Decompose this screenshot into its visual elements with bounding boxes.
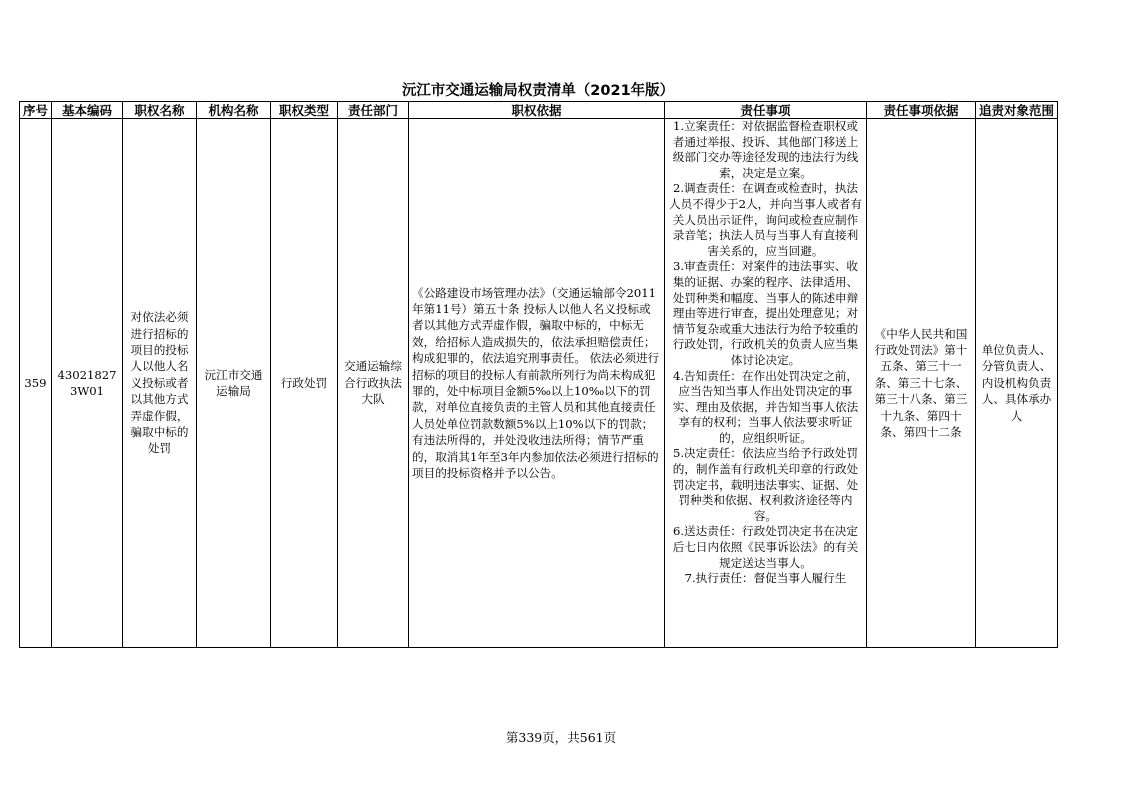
cell-duties — [665, 119, 867, 648]
cell-power-name: 对依法必须进行招标的项目的投标人以他人名义投标或者以其他方式弄虚作假，骗取中标的处罚 — [123, 119, 197, 648]
table-row — [20, 119, 1058, 648]
cell-code: 430218273W01 — [52, 119, 123, 648]
header-seq: 序号 — [20, 102, 52, 119]
cell-dept: 交通运输综合行政执法大队 — [338, 119, 409, 648]
header-accountability: 追责对象范围 — [976, 102, 1058, 119]
page-title: 沅江市交通运输局权责清单（2021年版） — [401, 83, 675, 99]
page-footer: 第339页，共561页 — [505, 730, 617, 745]
cell-duty-basis: 《中华人民共和国行政处罚法》第十五条、第三十一条、第三十七条、第三十八条、第三十九条、第四十条、第四十二条 — [867, 119, 976, 648]
header-duty-basis: 责任事项依据 — [867, 102, 976, 119]
duty-item: 3.审查责任：对案件的违法事实、收集的证据、办案的程序、法律适用、处罚种类和幅度、当事人的陈述申辩理由等进行审查，提出处理意见；对情节复杂或重大违法行为给予较重的行政处罚，行政机关的负责人应当集体讨论决定。 — [672, 259, 859, 367]
duty-item: 6.送达责任：行政处罚决定书在决定后七日内依照《民事诉讼法》的有关规定送达当事人。 — [672, 524, 859, 570]
cell-power-type: 行政处罚 — [271, 119, 338, 648]
table-header-row — [20, 102, 1058, 119]
header-org: 机构名称 — [197, 102, 271, 119]
duty-item: 4.告知责任：在作出处罚决定之前，应当告知当事人作出处罚决定的事实、理由及依据，并告知当事人依法享有的权利；当事人依法要求听证的，应组织听证。 — [672, 368, 859, 445]
duty-item: 2.调查责任：在调查或检查时，执法人员不得少于2人，并向当事人或者有关人员出示证件，询问或检查应制作录音笔；执法人员与当事人有直接利害关系的，应当回避。 — [669, 181, 862, 258]
cell-basis: 《公路建设市场管理办法》（交通运输部令2011年第11号）第五十条 投标人以他人名义投标或者以其他方式弄虚作假，骗取中标的，中标无效，给招标人造成损失的，依法承担赔偿责任；构成犯罪的，依法追究刑事责任。 依法必须进行招标的项目的投标人有前款所列行为尚未构成犯罪的，处中标项目金额5‰以上10‰以下的罚款，对单位直接负责的主管人员和其他直接责任人员处单位罚款数额5%以上10%以下的罚款；有违法所得的，并处没收违法所得；情节严重的，取消其1年至3年内参加依法必须进行招标的项目的投标资格并予以公告。 — [409, 119, 665, 648]
header-power-type: 职权类型 — [271, 102, 338, 119]
cell-seq: 359 — [20, 119, 52, 648]
duty-item: 5.决定责任：依法应当给予行政处罚的，制作盖有行政机关印章的行政处罚决定书，载明违法事实、证据、处罚种类和依据、权利救济途径等内容。 — [672, 446, 859, 523]
header-power-name: 职权名称 — [123, 102, 197, 119]
cell-accountability: 单位负责人、分管负责人、内设机构负责人、具体承办人 — [976, 119, 1058, 648]
duty-item: 7.执行责任：督促当事人履行生 — [684, 571, 847, 586]
header-duties: 责任事项 — [665, 102, 867, 119]
duty-item: 1.立案责任：对依据监督检查职权或者通过举报、投诉、其他部门移送上级部门交办等途径发现的违法行为线索，决定是立案。 — [672, 119, 859, 180]
power-list-table — [19, 101, 1058, 648]
header-basis: 职权依据 — [409, 102, 665, 119]
header-code: 基本编码 — [52, 102, 123, 119]
header-dept: 责任部门 — [338, 102, 409, 119]
cell-org: 沅江市交通运输局 — [197, 119, 271, 648]
